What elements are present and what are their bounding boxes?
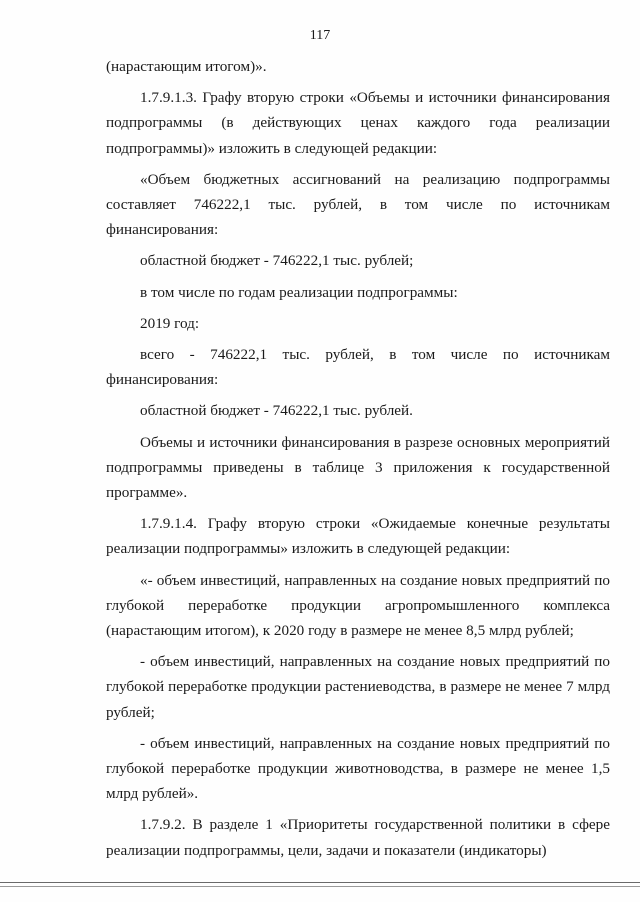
paragraph: в том числе по годам реализации подпрограммы: <box>140 283 458 301</box>
paragraph: 1.7.9.1.3. Графу вторую строки «Объемы и источники финансирования подпрограммы (в действующих ценах каждого года реализации подпрограммы)» изложить в следующей редакции: <box>106 89 610 157</box>
paragraph: «- объем инвестиций, направленных на создание новых предприятий по глубокой переработке продукции агропромышленного комплекса (нарастающим итогом), к 2020 году в размере не менее 8,5 млрд рублей; <box>106 571 610 640</box>
paragraph: «Объем бюджетных ассигнований на реализацию подпрограммы составляет 746222,1 тыс. рублей, в том числе по источникам финансирования: <box>106 170 610 239</box>
page-bottom-edge-shadow <box>0 886 640 887</box>
paragraph: (нарастающим итогом)». <box>106 58 267 75</box>
page-number: 117 <box>309 28 331 43</box>
page-bottom-edge <box>0 882 640 883</box>
paragraph: 1.7.9.1.4. Графу вторую строки «Ожидаемые конечные результаты реализации подпрограммы» изложить в следующей редакции: <box>106 515 610 558</box>
paragraph: 2019 год: <box>140 314 200 332</box>
paragraph: - объем инвестиций, направленных на создание новых предприятий по глубокой переработке продукции животноводства, в размере не менее 1,5 млрд рублей». <box>106 734 610 803</box>
paragraph: областной бюджет - 746222,1 тыс. рублей; <box>140 252 414 270</box>
paragraph: Объемы и источники финансирования в разрезе основных мероприятий подпрограммы приведены в таблице 3 приложения к государственной программе». <box>106 433 610 502</box>
paragraph: 1.7.9.2. В разделе 1 «Приоритеты государственной политики в сфере реализации подпрограммы, цели, задачи и показатели (индикаторы) <box>106 816 610 859</box>
document-body <box>106 54 610 863</box>
paragraph: - объем инвестиций, направленных на создание новых предприятий по глубокой переработке продукции растениеводства, в размере не менее 7 млрд рублей; <box>106 653 610 721</box>
paragraph: областной бюджет - 746222,1 тыс. рублей. <box>140 402 413 420</box>
paragraph: всего - 746222,1 тыс. рублей, в том числе по источникам финансирования: <box>106 346 610 389</box>
